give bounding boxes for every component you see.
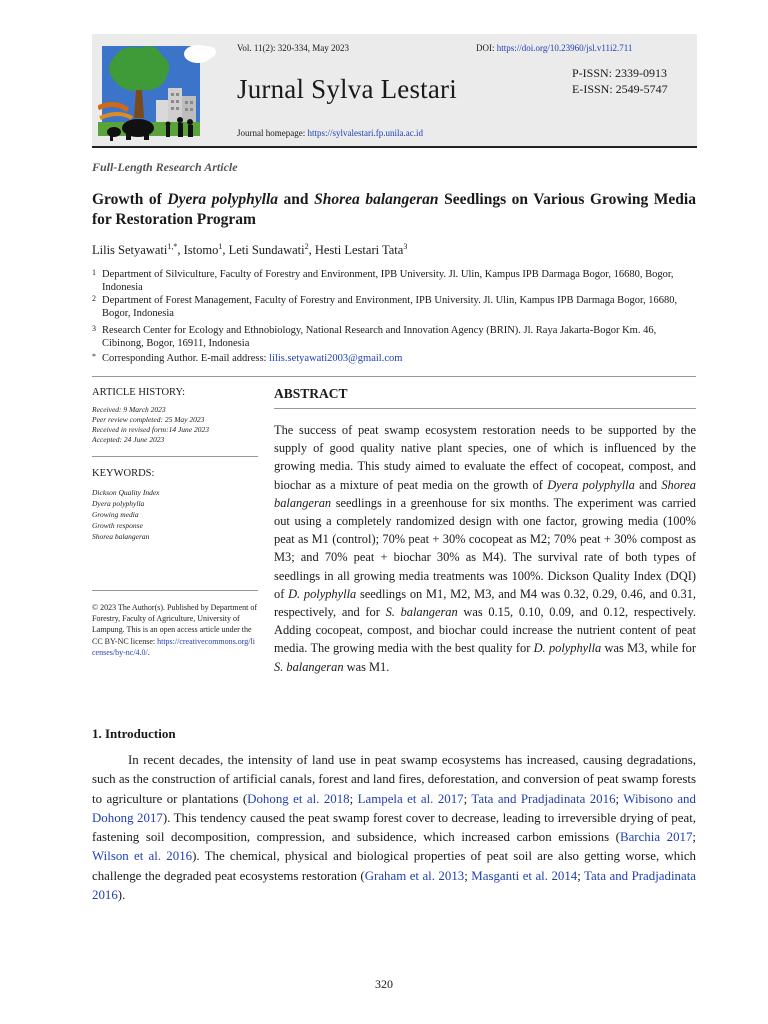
article-history-heading: ARTICLE HISTORY: [92,387,186,398]
introduction-text [92,751,696,905]
abstract-segment: was M1. [343,659,390,674]
author-affiliation-mark: 1,* [167,242,178,251]
peer-review-date: Peer review completed: 25 May 2023 [92,415,205,424]
abstract-segment: The success of peat swamp ecosystem restoration needs to be supported by the supply of good quality native plant species, one of which is influenced by the growing media. This study aimed to evaluate the effect of cocopeat, compost, and biochar as a mixture of peat media on the growth of [274,423,696,492]
sidebar-divider [92,456,258,457]
homepage-label: Journal homepage: [237,128,308,138]
title-text: and [278,191,315,208]
species-name: S. balangeran [385,605,458,620]
keyword: Growing media [92,510,139,519]
journal-title: Jurnal Sylva Lestari [237,74,457,104]
paper-title [92,190,696,230]
journal-homepage [237,128,423,138]
intro-segment: In recent decades, the intensity of land use in peat swamp ecosystems has increased, causing degradations, such as the construction of artificial canals, forest and land fires, deforestation, and conversion of peat swamp forests to agriculture or plantations ( [92,753,696,806]
affiliation-text: Research Center for Ecology and Ethnobiology, National Research and Innovation Agency (BRIN). Jl. Raya Jakarta-Bogor Km. 46, Cibinong, Bogor, 16911, Indonesia [102,325,657,349]
license-link[interactable]: https://creativecommons.org/licenses/by-nc/4.0/ [92,636,255,657]
affiliation [92,324,696,350]
author-name: Hesti Lestari Tata [314,243,404,258]
title-species: Dyera polyphylla [167,191,278,208]
abstract-segment: was M3, while for [601,641,696,656]
author-name: Lilis Setyawati [92,243,168,258]
author-separator: , [308,243,315,258]
citation-separator: ; [615,791,624,806]
affiliation-number: 2 [92,294,96,303]
doi-link[interactable]: https://doi.org/10.23960/jsl.v11i2.711 [496,43,633,53]
keyword: Growth response [92,521,143,530]
p-issn: P-ISSN: 2339-0913 [572,66,668,80]
citation-link[interactable]: Wilson et al. 2016 [92,849,193,864]
author [92,243,184,257]
species-name: D. polyphylla [288,586,357,601]
abstract-segment: seedlings on M1, M2, M3, and M4 was 0.32, 0.29, 0.46, and 0.31, respectively, and for [274,586,697,620]
keyword: Shorea balangeran [92,532,150,541]
affiliation [92,268,696,294]
e-issn: E-ISSN: 2549-5747 [572,82,668,96]
revised-date: Received in revised form:14 June 2023 [92,425,209,434]
author-list [92,242,407,258]
species-name: S. balangeran [274,659,344,674]
abstract-segment: and [634,477,662,492]
species-name: D. polyphylla [533,641,602,656]
keyword: Dickson Quality Index [92,488,160,497]
section-divider [92,376,696,377]
affiliation-text: Department of Silviculture, Faculty of Forestry and Environment, IPB University. Jl. Ulin, Kampus IPB Darmaga Bogor, 16680, Bogor, Indonesia [102,269,674,293]
doi-label: DOI: [476,43,497,53]
corresponding-email-link[interactable]: lilis.setyawati2003@gmail.com [269,353,403,364]
affiliation-text: Department of Forest Management, Faculty of Forestry and Environment, IPB University. Jl. Ulin, Kampus IPB Darmaga Bogor, 16680, Bogor, Indonesia [102,295,678,319]
accepted-date: Accepted: 24 June 2023 [92,435,165,444]
author-affiliation-mark: 2 [304,242,309,251]
license-text: © 2023 The Author(s). Published by Department of Forestry, Faculty of Agriculture, University of Lampung. This is an open access article under the CC BY-NC license: [92,603,258,646]
citation-link[interactable]: Wibisono and Dohong 2017 [92,791,696,825]
journal-logo-image [98,38,216,143]
affiliation [92,294,696,320]
author [315,243,407,257]
citation-link[interactable]: Tata and Pradjadinata 2016 [92,868,696,903]
introduction-heading: 1. Introduction [92,726,176,741]
corresponding-label: Corresponding Author. E-mail address: [102,353,270,364]
homepage-link[interactable]: https://sylvalestari.fp.unila.ac.id [307,128,423,138]
title-text: Growth of [92,191,168,208]
author-affiliation-mark: 1 [218,242,223,251]
species-name: Shorea balangeran [274,477,696,510]
intro-segment: ). [117,888,126,903]
abstract-segment: seedlings in a greenhouse for six months. The experiment was carried out using a completely randomized design with one factor, growing media (100% peat as M1 (control); 70% peat + 30% cocopeat as M2; 70% peat + 30% compost as M3; and 70% peat + biochar 30% as M4). The survival rate of both types of seedlings in all growing media treatments was 100%. Dickson Quality Index (DQI) of [274,495,696,601]
received-date: Received: 9 March 2023 [92,405,166,414]
author [184,243,229,257]
title-species: Shorea balangeran [314,191,439,208]
author [229,243,315,257]
doi-line [476,43,632,53]
volume-info: Vol. 11(2): 320-334, May 2023 [237,43,349,53]
author-name: Istomo [183,243,219,258]
citation-separator: ; [692,830,697,845]
citation-separator: ; [464,868,472,883]
journal-header [92,34,697,146]
abstract-text [274,421,696,676]
title-text: Seedlings on Various Growing Media for Restoration Program [92,191,696,228]
citation-separator: ; [349,791,358,806]
affiliation-text [102,352,696,365]
author-name: Leti Sundawati [228,243,305,258]
sidebar-divider [92,590,258,591]
abstract-heading: ABSTRACT [274,386,348,401]
intro-segment: ). This tendency caused the peat swamp forest cover to decrease, leading to irreversible drying of peat, fastening soil decomposition, compression, and subsidence, which increased carbon emissions ( [92,810,696,845]
affiliation-number: 3 [92,324,96,333]
affiliation-number: 1 [92,268,96,277]
citation-link[interactable]: Barchia 2017 [619,830,693,845]
affiliation-number: * [92,352,96,361]
citation-link[interactable]: Tata and Pradjadinata 2016 [471,791,616,806]
corresponding-author [92,352,696,365]
header-divider [92,146,697,148]
citation-separator: ; [463,791,472,806]
author-separator: , [177,243,184,258]
species-name: Dyera polyphylla [547,477,635,492]
article-type: Full-Length Research Article [92,160,238,174]
abstract-segment: was 0.15, 0.10, 0.09, and 0.12, respectively. Adding cocopeat, compost, and biochar could increase the nutrient content of peat media. The growing media with the best quality for [274,605,696,656]
citation-link[interactable]: Graham et al. 2013 [364,868,465,883]
intro-segment: ). The chemical, physical and biological properties of peat soil are also getting worse, which challenge the degraded peat ecosystems restoration ( [92,849,696,883]
citation-separator: ; [577,868,585,883]
author-affiliation-mark: 3 [403,242,408,251]
abstract-divider [274,408,696,409]
citation-link[interactable]: Lampela et al. 2017 [357,791,464,806]
keyword: Dyera polyphylla [92,499,145,508]
keywords-heading: KEYWORDS: [92,468,155,479]
license-notice [92,602,258,658]
citation-link[interactable]: Masganti et al. 2014 [471,868,578,883]
citation-link[interactable]: Dohong et al. 2018 [247,791,350,806]
page-number: 320 [375,977,393,991]
license-end: . [147,647,150,657]
author-separator: , [222,243,229,258]
